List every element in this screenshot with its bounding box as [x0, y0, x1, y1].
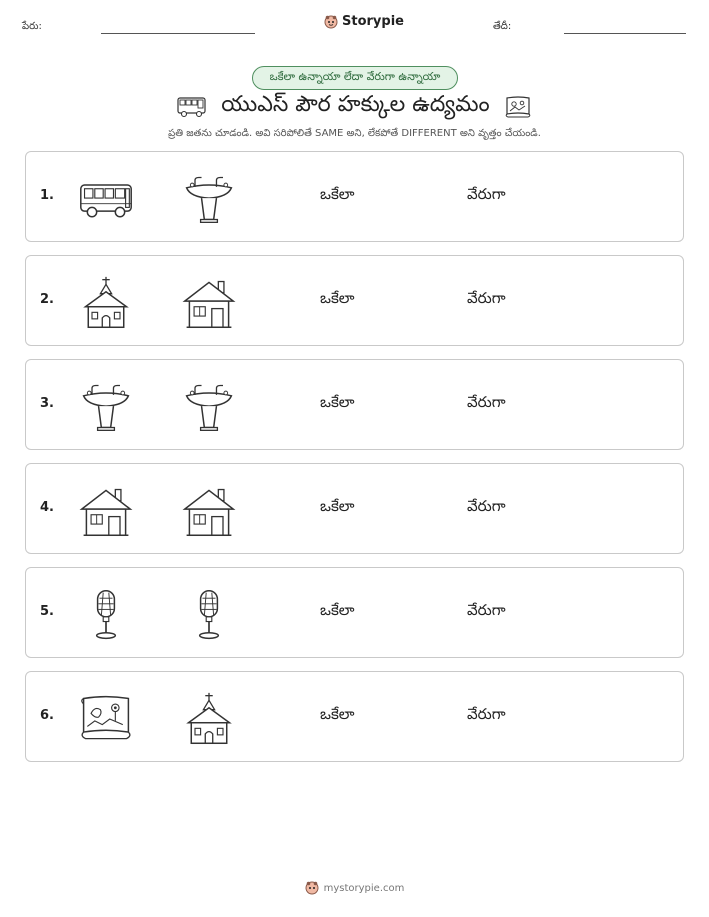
- worksheet-title: యుఎస్ పౌర హక్కుల ఉద్యమం: [221, 92, 490, 117]
- footer: [0, 881, 709, 895]
- brand-name: Storypie: [342, 14, 404, 29]
- same-option[interactable]: ఒకేలా: [320, 497, 355, 515]
- question-number: 5.: [40, 604, 54, 619]
- storypie-mascot-icon: [305, 881, 319, 895]
- question-number: 2.: [40, 292, 54, 307]
- different-option[interactable]: వేరుగా: [467, 393, 506, 411]
- question-row-6: [25, 671, 684, 762]
- question-number: 4.: [40, 500, 54, 515]
- different-option[interactable]: వేరుగా: [467, 705, 506, 723]
- different-option[interactable]: వేరుగా: [467, 289, 506, 307]
- question-row-2: [25, 255, 684, 346]
- same-option[interactable]: ఒకేలా: [320, 393, 355, 411]
- sink-icon: [78, 380, 134, 434]
- different-option[interactable]: వేరుగా: [467, 497, 506, 515]
- church-icon: [181, 692, 237, 746]
- question-number: 6.: [40, 708, 54, 723]
- name-label: పేరు:: [22, 21, 42, 32]
- house-icon: [181, 276, 237, 330]
- map-icon: [504, 95, 532, 119]
- date-line[interactable]: [564, 33, 686, 34]
- same-option[interactable]: ఒకేలా: [320, 601, 355, 619]
- same-option[interactable]: ఒకేలా: [320, 185, 355, 203]
- question-row-3: [25, 359, 684, 450]
- sink-icon: [181, 172, 237, 226]
- different-option[interactable]: వేరుగా: [467, 601, 506, 619]
- same-option[interactable]: ఒకేలా: [320, 289, 355, 307]
- same-option[interactable]: ఒకేలా: [320, 705, 355, 723]
- map-icon: [78, 692, 134, 746]
- different-option[interactable]: వేరుగా: [467, 185, 506, 203]
- bus-icon: [177, 96, 207, 118]
- microphone-icon: [181, 588, 237, 642]
- question-row-5: [25, 567, 684, 658]
- house-icon: [181, 484, 237, 538]
- microphone-icon: [78, 588, 134, 642]
- question-row-1: [25, 151, 684, 242]
- name-line[interactable]: [101, 33, 255, 34]
- bus-icon: [78, 172, 134, 226]
- date-label: తేదీ:: [493, 21, 512, 32]
- footer-url[interactable]: mystorypie.com: [323, 882, 405, 894]
- house-icon: [78, 484, 134, 538]
- worksheet-type-badge: ఒకేలా ఉన్నాయా లేదా వేరుగా ఉన్నాయా: [252, 66, 458, 90]
- title-row: [0, 92, 709, 122]
- question-row-4: [25, 463, 684, 554]
- brand-logo: [324, 14, 404, 29]
- sink-icon: [181, 380, 237, 434]
- question-number: 3.: [40, 396, 54, 411]
- storypie-mascot-icon: [324, 15, 338, 29]
- instructions: ప్రతి జతను చూడండి. అవి సరిపోలితే SAME అని, లేకపోతే DIFFERENT అని వృత్తం చేయండి.: [168, 128, 541, 139]
- church-icon: [78, 276, 134, 330]
- question-number: 1.: [40, 188, 54, 203]
